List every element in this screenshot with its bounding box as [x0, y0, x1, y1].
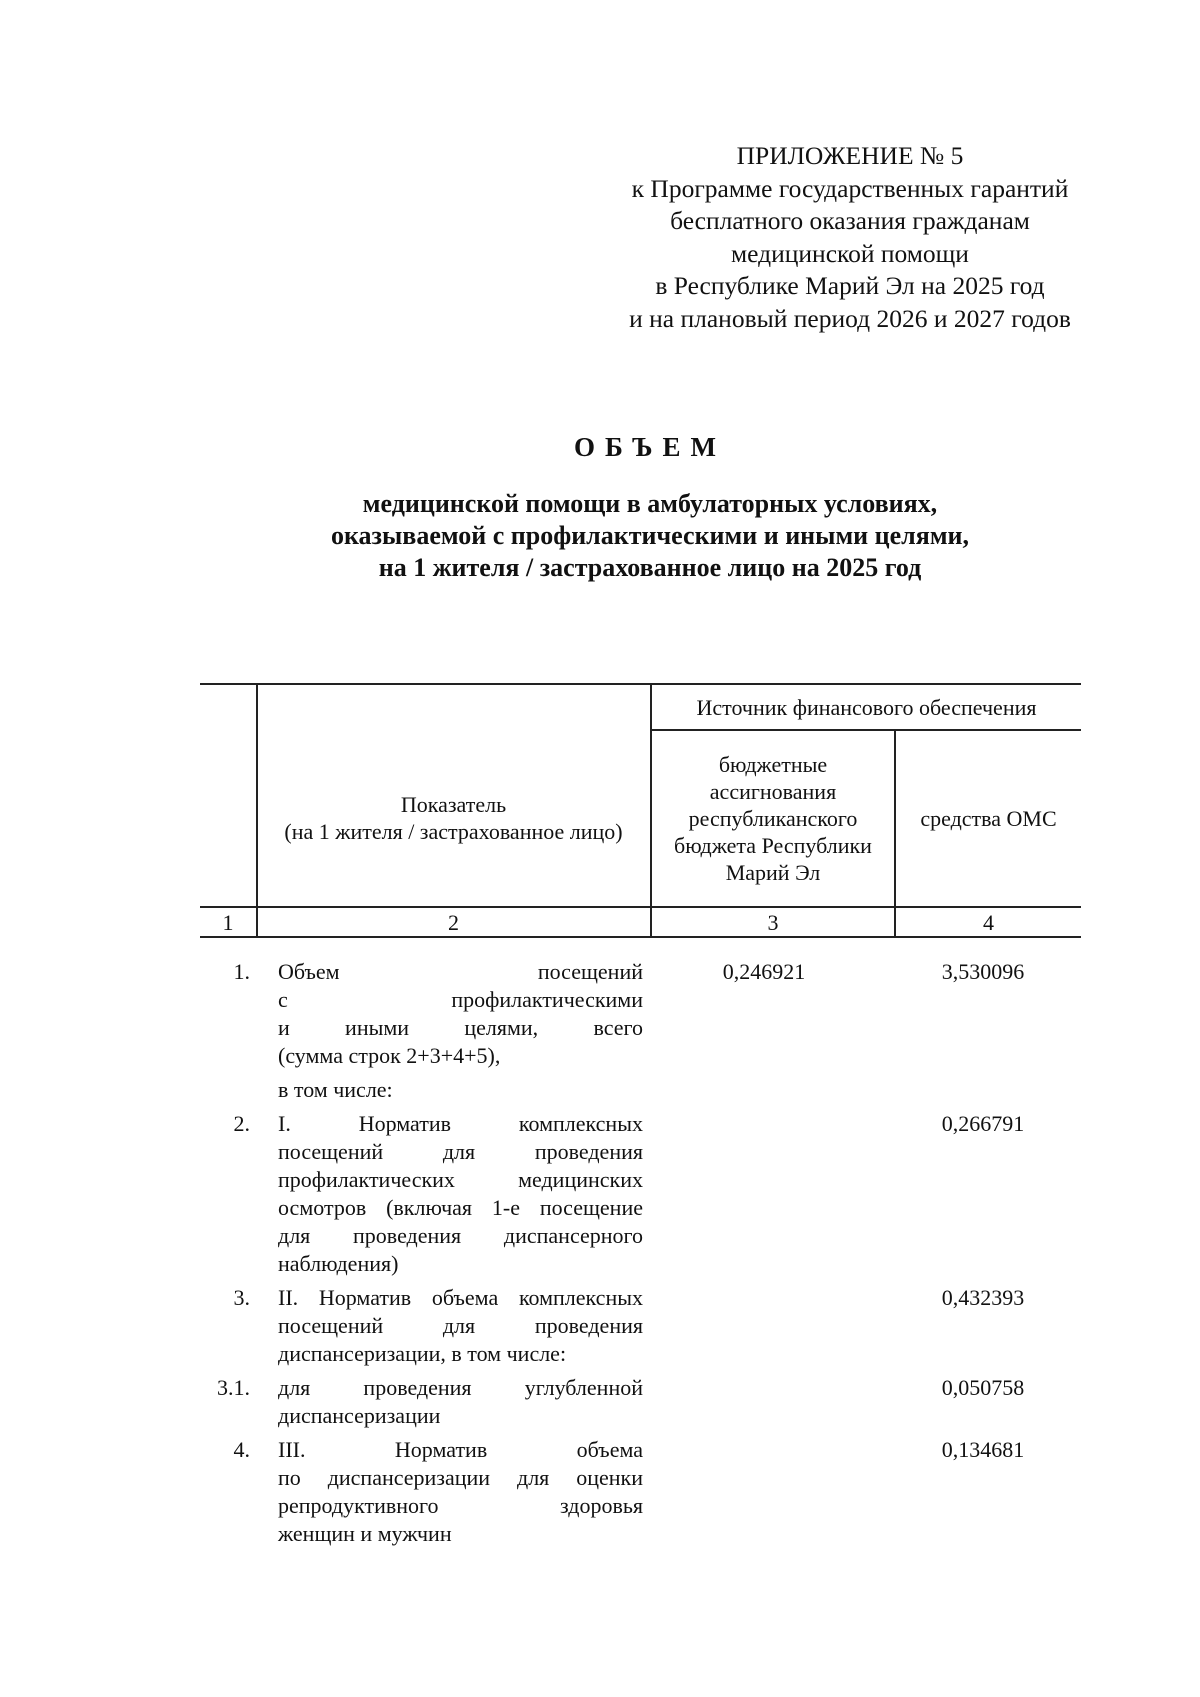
- row-text-line: II. Норматив объема комплексных: [278, 1285, 643, 1310]
- appendix-line: ПРИЛОЖЕНИЕ № 5: [736, 141, 964, 170]
- header-budget-line: Марий Эл: [725, 860, 821, 885]
- row-text-line: диспансеризации, в том числе:: [278, 1341, 567, 1366]
- table-body: [200, 958, 1081, 1554]
- row-budget-value: [643, 1110, 885, 1278]
- row-text-line: диспансеризации: [278, 1403, 441, 1428]
- row-oms-value: 0,050758: [941, 1375, 1025, 1400]
- header-budget-line: ассигнования: [709, 779, 837, 804]
- row-budget-value: [643, 1284, 885, 1368]
- col-number-1: 1: [222, 909, 234, 935]
- header-oms: средства ОМС: [920, 806, 1057, 831]
- row-text-line: с профилактическими: [278, 987, 643, 1012]
- row-text-line: по диспансеризации для оценки: [278, 1465, 643, 1490]
- row-number: 1.: [233, 959, 250, 984]
- subtitle-line: на 1 жителя / застрахованное лицо на 2025 год: [378, 553, 922, 582]
- appendix-line: к Программе государственных гарантий: [631, 173, 1069, 203]
- row-oms-value: 0,134681: [941, 1437, 1025, 1462]
- row-text-line: и иными целями, всего: [278, 1015, 643, 1040]
- row-indicator: [278, 1284, 643, 1368]
- table-row: [200, 1374, 1081, 1430]
- row-number: 3.1.: [217, 1375, 250, 1400]
- numbers-divider: [200, 936, 1081, 938]
- appendix-line: в Республике Марий Эл на 2025 год: [655, 271, 1045, 300]
- row-text-line: профилактических медицинских: [278, 1167, 643, 1192]
- header-budget: [652, 731, 894, 906]
- row-text-line: женщин и мужчин: [278, 1521, 452, 1546]
- header-source: Источник финансового обеспечения: [696, 694, 1037, 720]
- row-text-line: I. Норматив комплексных: [278, 1111, 643, 1136]
- row-text-line: Объем посещений: [278, 959, 643, 984]
- row-text-line: для проведения диспансерного: [278, 1223, 643, 1248]
- header-indicator: [257, 730, 650, 906]
- table-row: [200, 958, 1081, 1070]
- appendix-line: медицинской помощи: [731, 238, 969, 268]
- table-row: [200, 1284, 1081, 1368]
- appendix-line: и на плановый период 2026 и 2027 годов: [629, 303, 1071, 333]
- subtitle-line: оказываемой с профилактическими и иными целями,: [330, 521, 970, 550]
- row-budget-value: [643, 1374, 885, 1430]
- row-oms-value: 3,530096: [941, 959, 1025, 984]
- row-budget-value: 0,246921: [722, 959, 806, 984]
- header-budget-line: бюджета Республики: [674, 833, 872, 858]
- row-indicator: [278, 1374, 643, 1430]
- header-indicator-line: (на 1 жителя / застрахованное лицо): [284, 819, 623, 844]
- row-indicator: [278, 958, 643, 1070]
- row-indicator: [278, 1110, 643, 1278]
- row-text-line: (сумма строк 2+3+4+5),: [278, 1043, 501, 1068]
- row-text-line: посещений для проведения: [278, 1313, 643, 1338]
- table-row: [200, 1436, 1081, 1548]
- row-text-line: для проведения углубленной: [278, 1375, 643, 1400]
- subnote: в том числе:: [278, 1077, 393, 1102]
- header-budget-line: бюджетные: [718, 752, 828, 777]
- document-subtitle: [200, 488, 1100, 584]
- row-number: 3.: [233, 1285, 250, 1310]
- document-title: ОБЪЕМ: [574, 432, 726, 462]
- appendix-line: бесплатного оказания гражданам: [670, 206, 1030, 235]
- col-number-2: 2: [448, 909, 459, 935]
- table-header: [200, 683, 1081, 938]
- row-text-line: наблюдения): [278, 1251, 399, 1276]
- header-indicator-line: Показатель: [400, 792, 507, 817]
- row-oms-value: 0,432393: [941, 1285, 1025, 1310]
- col-number-3: 3: [767, 909, 779, 935]
- col-number-4: 4: [983, 909, 994, 935]
- table-row: [200, 1110, 1081, 1278]
- header-budget-line: республиканского: [688, 806, 858, 831]
- row-text-line: посещений для проведения: [278, 1139, 643, 1164]
- row-budget-value: [643, 1436, 885, 1548]
- subtitle-line: медицинской помощи в амбулаторных условиях,: [362, 489, 938, 518]
- row-text-line: III. Норматив объема: [278, 1437, 643, 1462]
- row-text-line: репродуктивного здоровья: [278, 1493, 643, 1518]
- row-number: 2.: [233, 1111, 250, 1136]
- row-text-line: осмотров (включая 1-е посещение: [278, 1195, 643, 1220]
- row-indicator: [278, 1436, 643, 1548]
- row-oms-value: 0,266791: [941, 1111, 1025, 1136]
- row-number: 4.: [233, 1437, 250, 1462]
- appendix-header: [600, 140, 1100, 335]
